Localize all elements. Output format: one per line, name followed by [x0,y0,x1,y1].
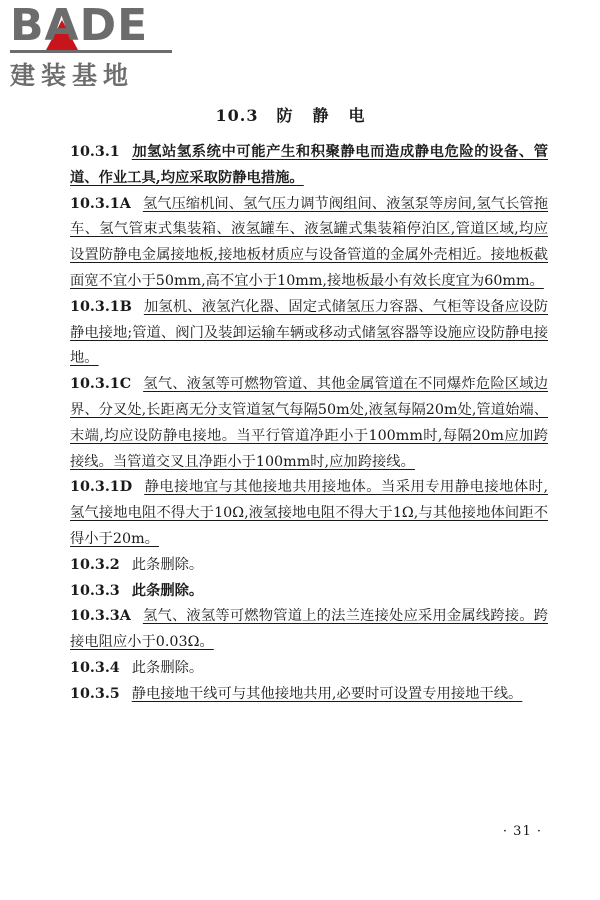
clause-number: 10.3.4 [70,659,120,676]
clause-text: 此条删除。 [131,556,204,573]
page-number: · 31 · [502,824,542,839]
clause-10-3-1a [70,192,548,295]
logo-letters-de: DE [79,0,149,51]
clause-text: 氢气压缩机间、氢气压力调节阀组间、液氢泵等房间,氢气长管拖车、氢气管束式集装箱、液氢罐车、液氢罐式集装箱停泊区,管道区域,均应设置防静电金属接地板,接地板材质应与设备管道的金属外壳相近。接地板截面宽不宜小于50mm,高不宜小于10mm,接地板最小有效长度宜为60mm。 [70,195,548,289]
clause-10-3-4 [70,656,548,682]
clause-number: 10.3.5 [70,685,120,702]
clause-10-3-5 [70,682,548,708]
clause-number: 10.3.1D [70,479,133,496]
clause-text: 氢气、液氢等可燃物管道上的法兰连接处应采用金属线跨接。跨接电阻应小于0.03Ω。 [70,608,548,651]
clause-number: 10.3.1B [70,298,132,315]
clause-text: 此条删除。 [131,659,204,676]
clause-text: 静电接地干线可与其他接地共用,必要时可设置专用接地干线。 [131,685,523,702]
clause-number: 10.3.2 [70,556,120,573]
clause-number: 10.3.3 [70,582,120,599]
logo-letter-a: A [44,0,80,51]
clause-number: 10.3.1C [70,376,132,393]
brand-logo [10,0,180,90]
section-title: 防静电 [276,106,385,125]
clause-10-3-1b [70,295,548,372]
clause-text: 氢气、液氢等可燃物管道、其他金属管道在不同爆炸危险区域边界、分叉处,长距离无分支管道氢气每隔50m处,液氢每隔20m处,管道始端、末端,均应设防静电接地。当平行管道净距小于100mm时,每隔20m应加跨接线。当管道交叉且净距小于100mm时,应加跨接线。 [70,376,548,470]
clause-10-3-1 [70,140,548,192]
clause-number: 10.3.1A [70,195,131,212]
clause-number: 10.3.3A [70,608,131,625]
logo-wordmark [10,0,180,51]
clause-10-3-2 [70,553,548,579]
document-body [70,140,548,708]
clause-text: 静电接地宜与其他接地共用接地体。当采用专用静电接地体时,氢气接地电阻不得大于10Ω,液氢接地电阻不得大于1Ω,与其他接地体间距不得小于20m。 [70,479,548,547]
clause-text: 加氢站氢系统中可能产生和积聚静电而造成静电危险的设备、管道、作业工具,均应采取防静电措施。 [70,144,548,186]
section-heading [0,103,600,126]
clause-10-3-3 [70,579,548,605]
clause-10-3-3a [70,604,548,656]
clause-text: 此条删除。 [131,582,204,599]
section-number: 10.3 [215,106,259,125]
clause-10-3-1d [70,475,548,552]
logo-subtitle: 建装基地 [10,61,135,90]
clause-number: 10.3.1 [70,144,120,160]
clause-10-3-1c [70,372,548,475]
clause-text: 加氢机、液氢汽化器、固定式储氢压力容器、气柜等设备应设防静电接地;管道、阀门及装卸运输车辆或移动式储氢容器等设施应设防静电接地。 [70,298,548,367]
logo-letter-b: B [10,0,45,51]
